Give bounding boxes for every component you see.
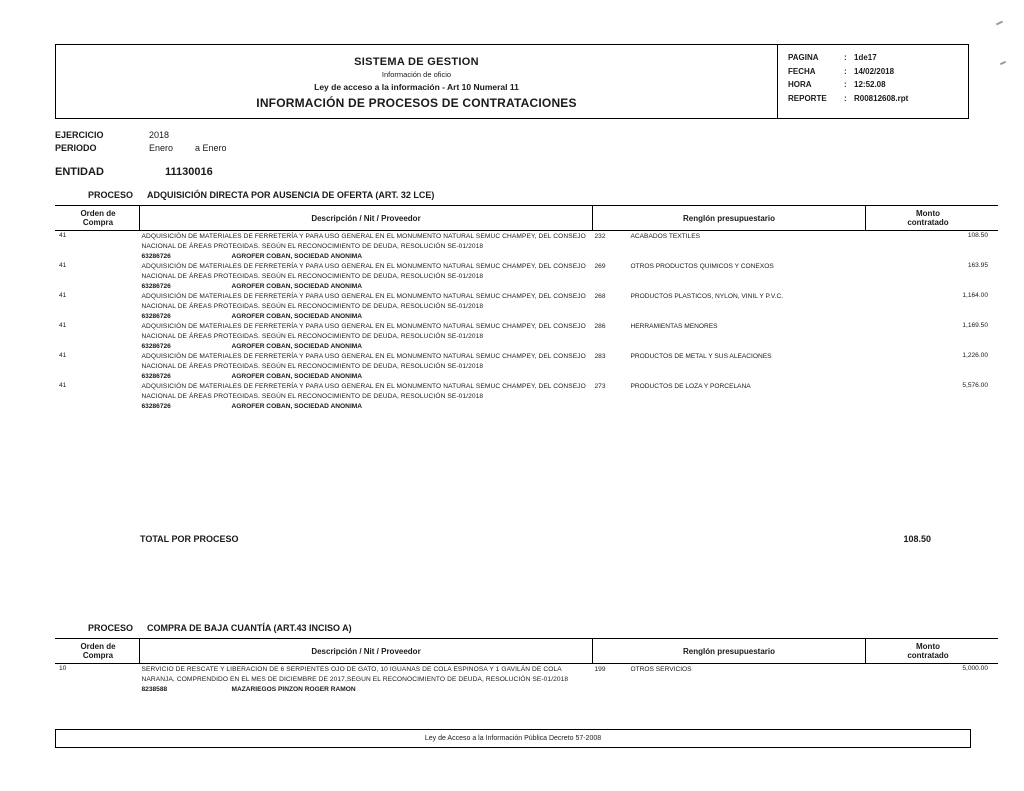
descripcion-text: SERVICIO DE RESCATE Y LIBERACION DE 6 SERPIENTES OJO DE GATO, 10 IGUANAS DE COLA ESPINOSA Y 1 GAVILÁN DE COLA NARANJA, COMPRENDIDO EN EL MES DE DICIEMBRE DE 2017,SEGUN EL RECONOCIMIENTO DE DEUDA, RESOLUCIÓN SE-01/2018 xyxy=(141,666,569,683)
col-header-monto-line2: contratado xyxy=(907,218,949,227)
col-header-renglon: Renglón presupuestario xyxy=(593,206,866,231)
process-table-1 xyxy=(55,205,998,411)
renglon-codigo: 286 xyxy=(594,323,606,330)
report-parameters xyxy=(55,129,227,155)
proveedor-line xyxy=(142,373,591,380)
col-header-monto-line1: Monto xyxy=(916,642,940,651)
table-row xyxy=(55,381,998,411)
proceso-name-2: COMPRA DE BAJA CUANTÍA (ART.43 INCISO A) xyxy=(147,623,352,633)
renglon-codigo: 232 xyxy=(594,233,606,240)
renglon-nombre: ACABADOS TEXTILES xyxy=(630,233,701,240)
renglon-wrap xyxy=(595,665,864,675)
table-header-row xyxy=(55,639,998,664)
ejercicio-value: 2018 xyxy=(149,130,170,140)
col-header-monto-line1: Monto xyxy=(916,209,940,218)
renglon-wrap xyxy=(595,352,864,362)
cell-renglon xyxy=(593,231,866,262)
cell-renglon xyxy=(593,351,866,381)
proceso-name-1: ADQUISICIÓN DIRECTA POR AUSENCIA DE OFERTA (ART. 32 LCE) xyxy=(147,190,435,200)
meta-value-pagina: 1 xyxy=(854,53,859,62)
cell-orden: 41 xyxy=(59,292,67,299)
col-header-renglon: Renglón presupuestario xyxy=(593,639,866,664)
meta-row-fecha xyxy=(788,65,968,79)
proveedor-line xyxy=(142,313,591,320)
periodo-to-value: a Enero xyxy=(195,143,227,153)
col-header-descripcion: Descripción / Nit / Proveedor xyxy=(140,206,593,231)
table-header-row xyxy=(55,206,998,231)
meta-value-reporte: R00812608.rpt xyxy=(854,93,909,103)
descripcion-text: ADQUISICIÓN DE MATERIALES DE FERRETERÍA Y PARA USO GENERAL EN EL MONUMENTO NATURAL SEMUC CHAMPEY, DEL CONSEJO NACIONAL DE ÁREAS PROTEGIDAS. SEGÚN EL RECONOCIMIENTO DE DEUDA, RESOLUCIÓN SE-01/2018 xyxy=(141,293,586,310)
meta-colon: : xyxy=(844,93,847,103)
meta-label-fecha: FECHA xyxy=(788,66,816,76)
renglon-codigo: 269 xyxy=(594,263,606,270)
meta-row-reporte xyxy=(788,92,968,106)
table-body-1 xyxy=(55,231,998,412)
ejercicio-label: EJERCICIO xyxy=(55,130,104,140)
renglon-nombre: HERRAMIENTAS MENORES xyxy=(630,323,718,330)
total-label-1: TOTAL POR PROCESO xyxy=(140,534,239,544)
cell-orden: 41 xyxy=(59,352,67,359)
renglon-nombre: PRODUCTOS PLASTICOS, NYLON, VINIL Y P.V.C. xyxy=(630,293,784,300)
cell-descripcion xyxy=(140,381,593,411)
cell-renglon xyxy=(593,261,866,291)
meta-colon: : xyxy=(844,66,847,76)
cell-renglon xyxy=(593,291,866,321)
cell-renglon xyxy=(593,381,866,411)
cell-orden: 41 xyxy=(59,232,67,239)
scan-artifact-mark xyxy=(996,21,1003,26)
cell-renglon xyxy=(593,664,866,695)
scan-artifact-mark xyxy=(1000,61,1006,65)
renglon-wrap xyxy=(595,322,864,332)
renglon-codigo: 283 xyxy=(594,353,606,360)
renglon-wrap xyxy=(595,262,864,272)
cell-descripcion xyxy=(140,261,593,291)
cell-monto: 1,226.00 xyxy=(962,352,988,359)
report-meta-box xyxy=(777,44,969,119)
col-header-orden-line2: Compra xyxy=(82,218,114,227)
periodo-label: PERIODO xyxy=(55,143,97,153)
renglon-codigo: 268 xyxy=(594,293,606,300)
meta-label-pagina: PAGINA xyxy=(788,53,819,62)
renglon-codigo: 273 xyxy=(594,383,606,390)
cell-descripcion xyxy=(140,291,593,321)
proveedor-nombre: AGROFER COBAN, SOCIEDAD ANONIMA xyxy=(231,313,363,320)
proveedor-line xyxy=(142,403,591,410)
field-row-ejercicio xyxy=(55,129,227,142)
proceso-heading-1 xyxy=(55,190,434,200)
meta-value-fecha: 14/02/2018 xyxy=(854,66,895,76)
cell-descripcion xyxy=(140,321,593,351)
cell-orden: 10 xyxy=(59,665,67,672)
col-header-orden-line2: Compra xyxy=(82,651,114,660)
proveedor-nombre: MAZARIEGOS PINZON ROGER RAMON xyxy=(231,686,356,693)
report-header-titles xyxy=(55,44,777,119)
proveedor-line xyxy=(142,253,591,260)
table-row xyxy=(55,664,998,695)
system-subtitle: Información de oficio xyxy=(381,69,452,79)
cell-monto: 5,576.00 xyxy=(962,382,988,389)
proveedor-nombre: AGROFER COBAN, SOCIEDAD ANONIMA xyxy=(231,283,363,290)
proveedor-nit: 63286726 xyxy=(141,343,171,350)
proveedor-nit: 63286726 xyxy=(141,283,171,290)
process-table-2 xyxy=(55,638,998,694)
entity-row xyxy=(55,166,213,178)
proveedor-nit: 63286726 xyxy=(141,313,171,320)
renglon-wrap xyxy=(595,382,864,392)
cell-descripcion xyxy=(140,664,593,695)
meta-label-hora: HORA xyxy=(788,80,812,89)
proveedor-nombre: AGROFER COBAN, SOCIEDAD ANONIMA xyxy=(231,403,363,410)
meta-row-hora xyxy=(788,78,968,92)
descripcion-text: ADQUISICIÓN DE MATERIALES DE FERRETERÍA Y PARA USO GENERAL EN EL MONUMENTO NATURAL SEMUC CHAMPEY, DEL CONSEJO NACIONAL DE ÁREAS PROTEGIDAS. SEGÚN EL RECONOCIMIENTO DE DEUDA, RESOLUCIÓN SE-01/2018 xyxy=(141,263,586,280)
cell-orden: 41 xyxy=(59,262,67,269)
meta-colon: : xyxy=(844,80,847,89)
cell-monto: 1,169.50 xyxy=(962,322,988,329)
cell-monto: 5,000.00 xyxy=(962,665,988,672)
proceso-label-2: PROCESO xyxy=(88,623,134,633)
cell-orden: 41 xyxy=(59,322,67,329)
col-header-monto-line2: contratado xyxy=(907,651,949,660)
meta-row-pagina xyxy=(788,51,968,65)
table-row xyxy=(55,261,998,291)
total-value-1: 108.50 xyxy=(903,534,931,544)
proveedor-nombre: AGROFER COBAN, SOCIEDAD ANONIMA xyxy=(231,373,363,380)
cell-monto: 163.95 xyxy=(967,262,988,269)
cell-descripcion xyxy=(140,231,593,262)
table-body-2 xyxy=(55,664,998,695)
entidad-value: 11130016 xyxy=(165,166,213,178)
proveedor-line xyxy=(142,283,591,290)
system-title: SISTEMA DE GESTION xyxy=(354,55,479,68)
renglon-nombre: PRODUCTOS DE METAL Y SUS ALEACIONES xyxy=(630,353,772,360)
col-header-orden-line1: Orden de xyxy=(80,642,116,651)
cell-orden: 41 xyxy=(59,382,67,389)
meta-value-total-pages: 17 xyxy=(867,53,877,62)
renglon-wrap xyxy=(595,232,864,242)
meta-page-separator: de xyxy=(858,53,868,62)
report-title: INFORMACIÓN DE PROCESOS DE CONTRATACIONES xyxy=(256,95,577,110)
renglon-nombre: OTROS SERVICIOS xyxy=(630,666,692,673)
proveedor-nombre: AGROFER COBAN, SOCIEDAD ANONIMA xyxy=(231,343,363,350)
page-footer xyxy=(55,729,971,748)
proveedor-line xyxy=(142,686,591,693)
proveedor-line xyxy=(142,343,591,350)
table-row xyxy=(55,231,998,262)
proveedor-nit: 63286726 xyxy=(141,373,171,380)
proveedor-nit: 8238588 xyxy=(141,686,168,693)
descripcion-text: ADQUISICIÓN DE MATERIALES DE FERRETERÍA Y PARA USO GENERAL EN EL MONUMENTO NATURAL SEMUC CHAMPEY, DEL CONSEJO NACIONAL DE ÁREAS PROTEGIDAS. SEGÚN EL RECONOCIMIENTO DE DEUDA, RESOLUCIÓN SE-01/2018 xyxy=(141,383,586,400)
cell-monto: 108.50 xyxy=(967,232,988,239)
field-row-periodo xyxy=(55,142,227,155)
table-row xyxy=(55,351,998,381)
cell-descripcion xyxy=(140,351,593,381)
cell-renglon xyxy=(593,321,866,351)
meta-colon: : xyxy=(844,53,847,62)
col-header-descripcion: Descripción / Nit / Proveedor xyxy=(140,639,593,664)
renglon-nombre: OTROS PRODUCTOS QUIMICOS Y CONEXOS xyxy=(630,263,774,270)
col-header-orden xyxy=(55,639,140,664)
col-header-orden xyxy=(55,206,140,231)
proceso-label-1: PROCESO xyxy=(88,190,134,200)
col-header-monto xyxy=(866,639,999,664)
proveedor-nit: 63286726 xyxy=(141,253,171,260)
proveedor-nit: 63286726 xyxy=(141,403,171,410)
renglon-nombre: PRODUCTOS DE LOZA Y PORCELANA xyxy=(630,383,751,390)
renglon-wrap xyxy=(595,292,864,302)
descripcion-text: ADQUISICIÓN DE MATERIALES DE FERRETERÍA Y PARA USO GENERAL EN EL MONUMENTO NATURAL SEMUC CHAMPEY, DEL CONSEJO NACIONAL DE ÁREAS PROTEGIDAS. SEGÚN EL RECONOCIMIENTO DE DEUDA, RESOLUCIÓN SE-01/2018 xyxy=(141,233,586,250)
descripcion-text: ADQUISICIÓN DE MATERIALES DE FERRETERÍA Y PARA USO GENERAL EN EL MONUMENTO NATURAL SEMUC CHAMPEY, DEL CONSEJO NACIONAL DE ÁREAS PROTEGIDAS. SEGÚN EL RECONOCIMIENTO DE DEUDA, RESOLUCIÓN SE-01/2018 xyxy=(141,323,586,340)
proceso-heading-2 xyxy=(55,623,352,633)
col-header-orden-line1: Orden de xyxy=(80,209,116,218)
col-header-monto xyxy=(866,206,999,231)
footer-text: Ley de Acceso a la Información Pública Decreto 57-2008 xyxy=(424,735,602,742)
report-header xyxy=(55,44,969,119)
renglon-codigo: 199 xyxy=(594,666,606,673)
periodo-from-value: Enero xyxy=(149,143,174,153)
meta-label-reporte: REPORTE xyxy=(788,93,827,103)
table-row xyxy=(55,291,998,321)
entidad-label: ENTIDAD xyxy=(55,166,104,178)
proveedor-nombre: AGROFER COBAN, SOCIEDAD ANONIMA xyxy=(231,253,363,260)
meta-value-hora: 12:52.08 xyxy=(854,80,886,89)
descripcion-text: ADQUISICIÓN DE MATERIALES DE FERRETERÍA Y PARA USO GENERAL EN EL MONUMENTO NATURAL SEMUC CHAMPEY, DEL CONSEJO NACIONAL DE ÁREAS PROTEGIDAS. SEGÚN EL RECONOCIMIENTO DE DEUDA, RESOLUCIÓN SE-01/2018 xyxy=(141,353,586,370)
cell-monto: 1,164.00 xyxy=(962,292,988,299)
law-reference: Ley de acceso a la información - Art 10 Numeral 11 xyxy=(314,81,519,92)
table-row xyxy=(55,321,998,351)
total-row-1 xyxy=(55,534,969,544)
